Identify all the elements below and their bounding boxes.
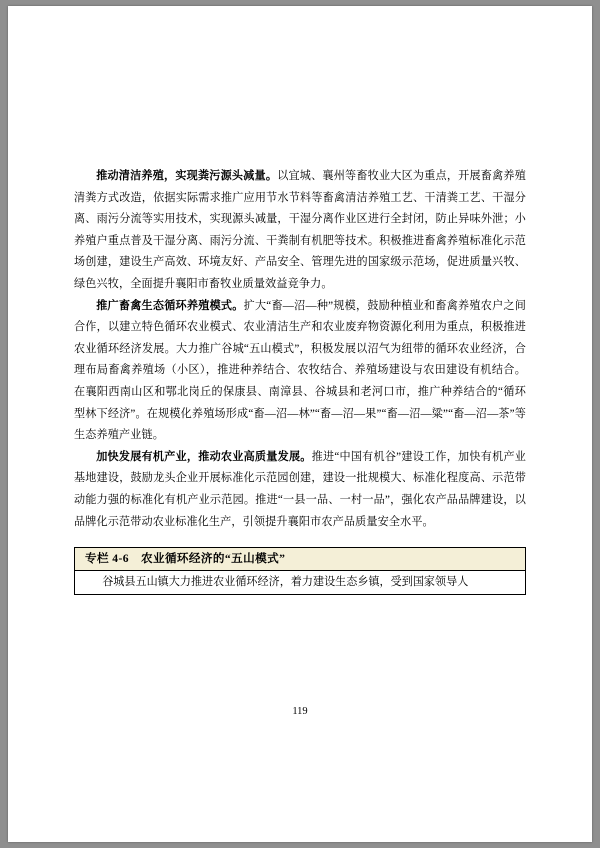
paragraph-3 — [74, 447, 526, 533]
paragraph-1 — [74, 166, 526, 296]
page-body — [74, 166, 526, 595]
paragraph-2-text: 扩大“畜—沼—种”规模，鼓励种植业和畜禽养殖农户之间合作，以建立特色循环农业模式、农业清洁生产和农业废弃物资源化利用为重点，积极推进农业循环经济发展。大力推广谷城“五山模式”，积极发展以沼气为纽带的循环农业经济，合理布局畜禽养殖场（小区），推进种养结合、农牧结合、养殖场建设与农田建设有机结合。在襄阳西南山区和鄂北岗丘的保康县、南漳县、谷城县和老河口市，推广种养结合的“循环型林下经济”。在规模化养殖场形成“畜—沼—林”“畜—沼—果”“畜—沼—粱”“畜—沼—茶”等生态养殖产业链。 — [74, 299, 526, 442]
document-page — [8, 6, 592, 842]
page-number: 119 — [292, 706, 308, 717]
paragraph-1-text: 以宜城、襄州等畜牧业大区为重点，开展畜禽养殖清粪方式改造，依据实际需求推广应用节水节料等畜禽清洁养殖工艺、干清粪工艺、干湿分离、雨污分流等实用技术，实现源头减量，干湿分离作业区进行全封闭，防止异味外泄；小养殖户重点普及干湿分离、雨污分流、干粪制有机肥等技术。积极推进畜禽养殖标准化示范场创建，建设生产高效、环境友好、产品安全、管理先进的国家级示范场，促进质量兴牧、绿色兴牧，全面提升襄阳市畜牧业质量效益竞争力。 — [74, 170, 526, 290]
paragraph-2 — [74, 296, 526, 447]
callout-box — [74, 547, 526, 595]
callout-title-bar — [75, 548, 525, 571]
paragraph-2-lead: 推广畜禽生态循环养殖模式。 — [96, 299, 244, 312]
paragraph-1-lead: 推动清洁养殖，实现粪污源头减量。 — [96, 170, 278, 182]
callout-number: 专栏 4-6 — [85, 552, 129, 566]
callout-title: 农业循环经济的“五山模式” — [140, 552, 286, 566]
paragraph-3-lead: 加快发展有机产业，推动农业高质量发展。 — [96, 450, 312, 463]
callout-body: 谷城县五山镇大力推进农业循环经济，着力建设生态乡镇，受到国家领导人 — [102, 576, 469, 589]
paragraph-3-text: 推进“中国有机谷”建设工作，加快有机产业基地建设，鼓励龙头企业开展标准化示范园创建，建设一批规模大、标准化程度高、示范带动能力强的标准化有机产业示范园。推进“一县一品、一村一品”，强化农产品品牌建设，以品牌化示范带动农业标准化生产，引领提升襄阳市农产品质量安全水平。 — [74, 450, 526, 528]
